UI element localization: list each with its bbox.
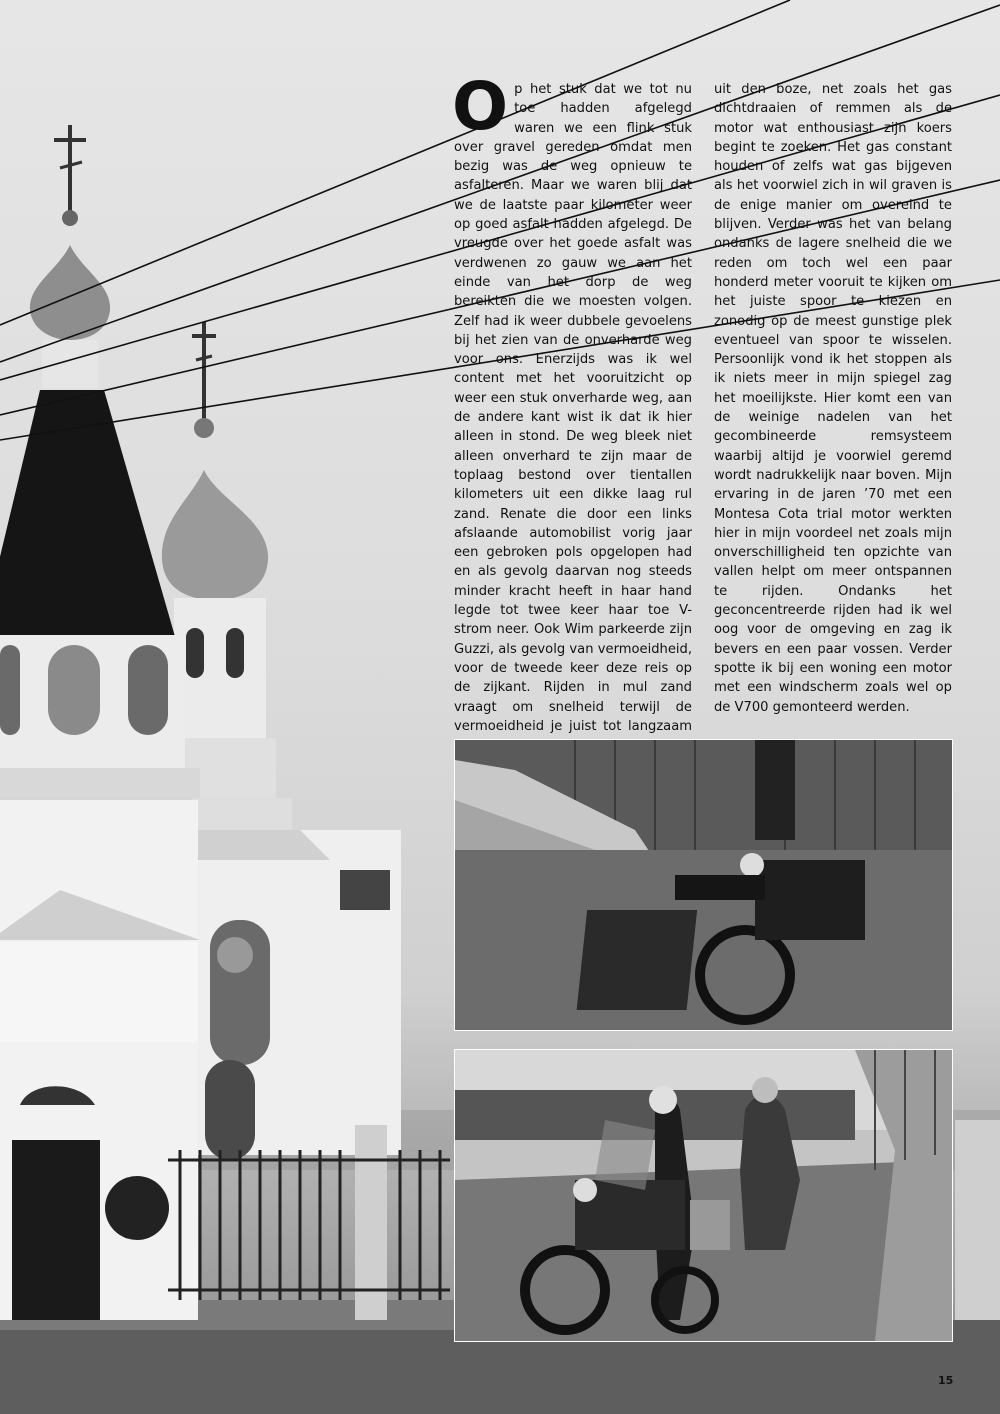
photo-riders-motorcycle — [454, 1049, 953, 1342]
iron-fence — [168, 1150, 450, 1300]
bridge-pillar — [955, 1120, 1000, 1320]
page-number: 15 — [938, 1374, 954, 1387]
photo-sidecar-motorcycle — [454, 739, 953, 1031]
church-main-building — [196, 830, 401, 1160]
church-left-tower — [0, 125, 200, 798]
paragraph-1-text: p het stuk dat we tot nu toe hadden afgelegd waren we een flink stuk over gravel gereden omdat men bezig was de weg opnieuw te asfalteren. Maar we waren blij dat we de laatste paar kilometer weer op goed asfalt hadden afgelegd. De vreugde over het goede asfalt was verdwenen zo gauw we aan het einde van het dorp de weg bereikten die we moesten volgen. Zelf had ik weer dubbele gevoelens bij het zien van de onverharde weg voor ons. Enerzijds was ik wel content met het vooruitzicht op weer een stuk onverharde weg, aan de andere kant wist ik dat ik hier alleen in stond. De weg bleek niet alleen onverhard te zijn maar de toplaag bestond over tientallen kilometers uit een dikke laag rul zand. Renate die door een links afslaande automobilist vorig jaar een gebroken pols opgelopen had en als gevolg daarvan nog steeds minder kracht heeft in haar hand legde tot twee keer haar toe V-strom neer. Ook Wim parkeerde zijn Guzzi, als gevolg van vermoeidheid, voor de tweede keer deze reis op de zijkant. Rijden in mul zand vraagt om snelheid terwijl de vermoeidheid je juist tot langzaam — [454, 82, 692, 734]
paragraph-2: uit den boze, net zoals het gas dichtdraaien of remmen als de motor wat enthousiast zijn koers begint te zoeken. Het gas constant houden of zelfs wat gas bijgeven als het voorwiel zich in wil graven is de enige manier om overeind te blijven. Verder was het van belang ondanks de lagere snelheid die we reden om toch wel een paar honderd meter vooruit te kijken om het juiste spoor te kiezen en zonodig op de meest gunstige plek eventueel van spoor te wisselen. Persoonlijk vond ik het stoppen als ik niets meer in mijn spiegel zag het moeilijkste. Hier komt een van de weinige nadelen van het gecombineerde remsysteem waarbij altijd je voorwiel geremd wordt nadrukkelijk naar boven. Mijn ervaring in de jaren ’70 met een Montesa Cota trial motor werkten hier in mijn voordeel net zoals mijn onverschilligheid ten opzichte van vallen helpt om meer ontspannen te rijden. Ondanks het geconcentreerde rijden had ik wel oog voor de omgeving en zag ik bevers en een paar vossen. Verder spotte ik bij een woning een motor met een windscherm zoals wel op de V700 gemonteerd werden. — [714, 82, 952, 715]
drop-cap: O — [452, 68, 509, 145]
